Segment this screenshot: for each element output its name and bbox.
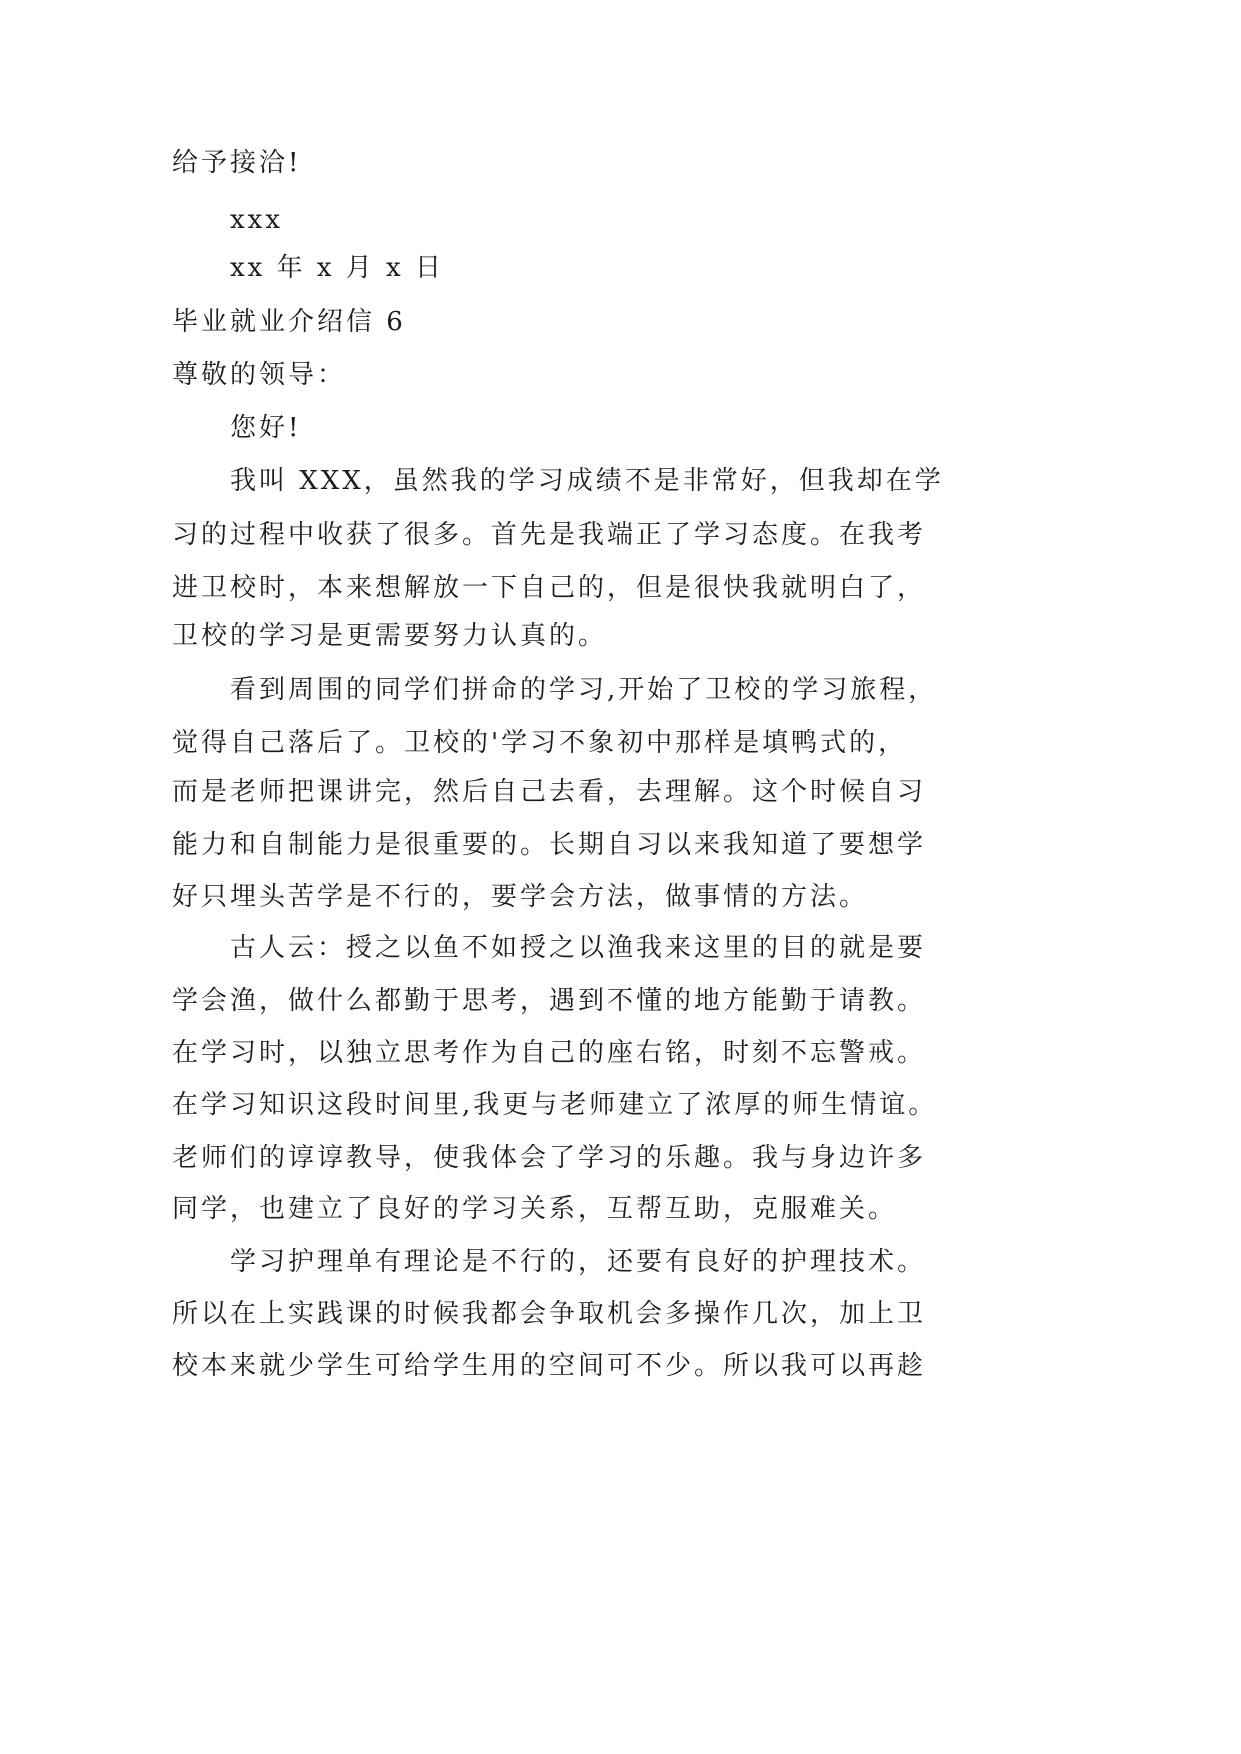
body-line: 看到周围的同学们拼命的学习,开始了卫校的学习旅程，	[230, 675, 938, 705]
letter-title: 毕业就业介绍信 6	[172, 307, 406, 337]
body-line: 老师们的谆谆教导，使我体会了学习的乐趣。我与身边许多	[172, 1143, 927, 1173]
date: xx 年 x 月 x 日	[230, 253, 444, 283]
body-line: 古人云：授之以鱼不如授之以渔我来这里的目的就是要	[230, 933, 927, 963]
body-line: 同学，也建立了良好的学习关系，互帮互助，克服难关。	[172, 1194, 898, 1224]
signature: xxx	[230, 205, 283, 235]
body-line: 学会渔，做什么都勤于思考，遇到不懂的地方能勤于请教。	[172, 986, 927, 1016]
body-line: 进卫校时，本来想解放一下自己的，但是很快我就明白了，	[172, 573, 927, 603]
body-line: 在学习知识这段时间里,我更与老师建立了浓厚的师生情谊。	[172, 1090, 938, 1120]
body-line: 校本来就少学生可给学生用的空间可不少。所以我可以再趁	[172, 1351, 927, 1381]
closing-line: 给予接洽!	[172, 148, 302, 178]
body-line: 能力和自制能力是很重要的。长期自习以来我知道了要想学	[172, 830, 927, 860]
salutation: 尊敬的领导：	[172, 360, 347, 390]
body-line: 觉得自己落后了。卫校的'学习不象初中那样是填鸭式的，	[172, 728, 908, 758]
body-line: 在学习时，以独立思考作为自己的座右铭，时刻不忘警戒。	[172, 1038, 927, 1068]
body-line: 所以在上实践课的时候我都会争取机会多操作几次，加上卫	[172, 1299, 927, 1329]
body-line: 习的过程中收获了很多。首先是我端正了学习态度。在我考	[172, 520, 927, 550]
body-line: 卫校的学习是更需要努力认真的。	[172, 621, 608, 651]
greeting: 您好!	[230, 413, 302, 443]
body-line: 而是老师把课讲完，然后自己去看，去理解。这个时候自习	[172, 777, 927, 807]
body-line: 学习护理单有理论是不行的，还要有良好的护理技术。	[230, 1247, 927, 1277]
body-line: 我叫 XXX，虽然我的学习成绩不是非常好，但我却在学	[230, 466, 944, 496]
body-line: 好只埋头苦学是不行的，要学会方法，做事情的方法。	[172, 882, 869, 912]
